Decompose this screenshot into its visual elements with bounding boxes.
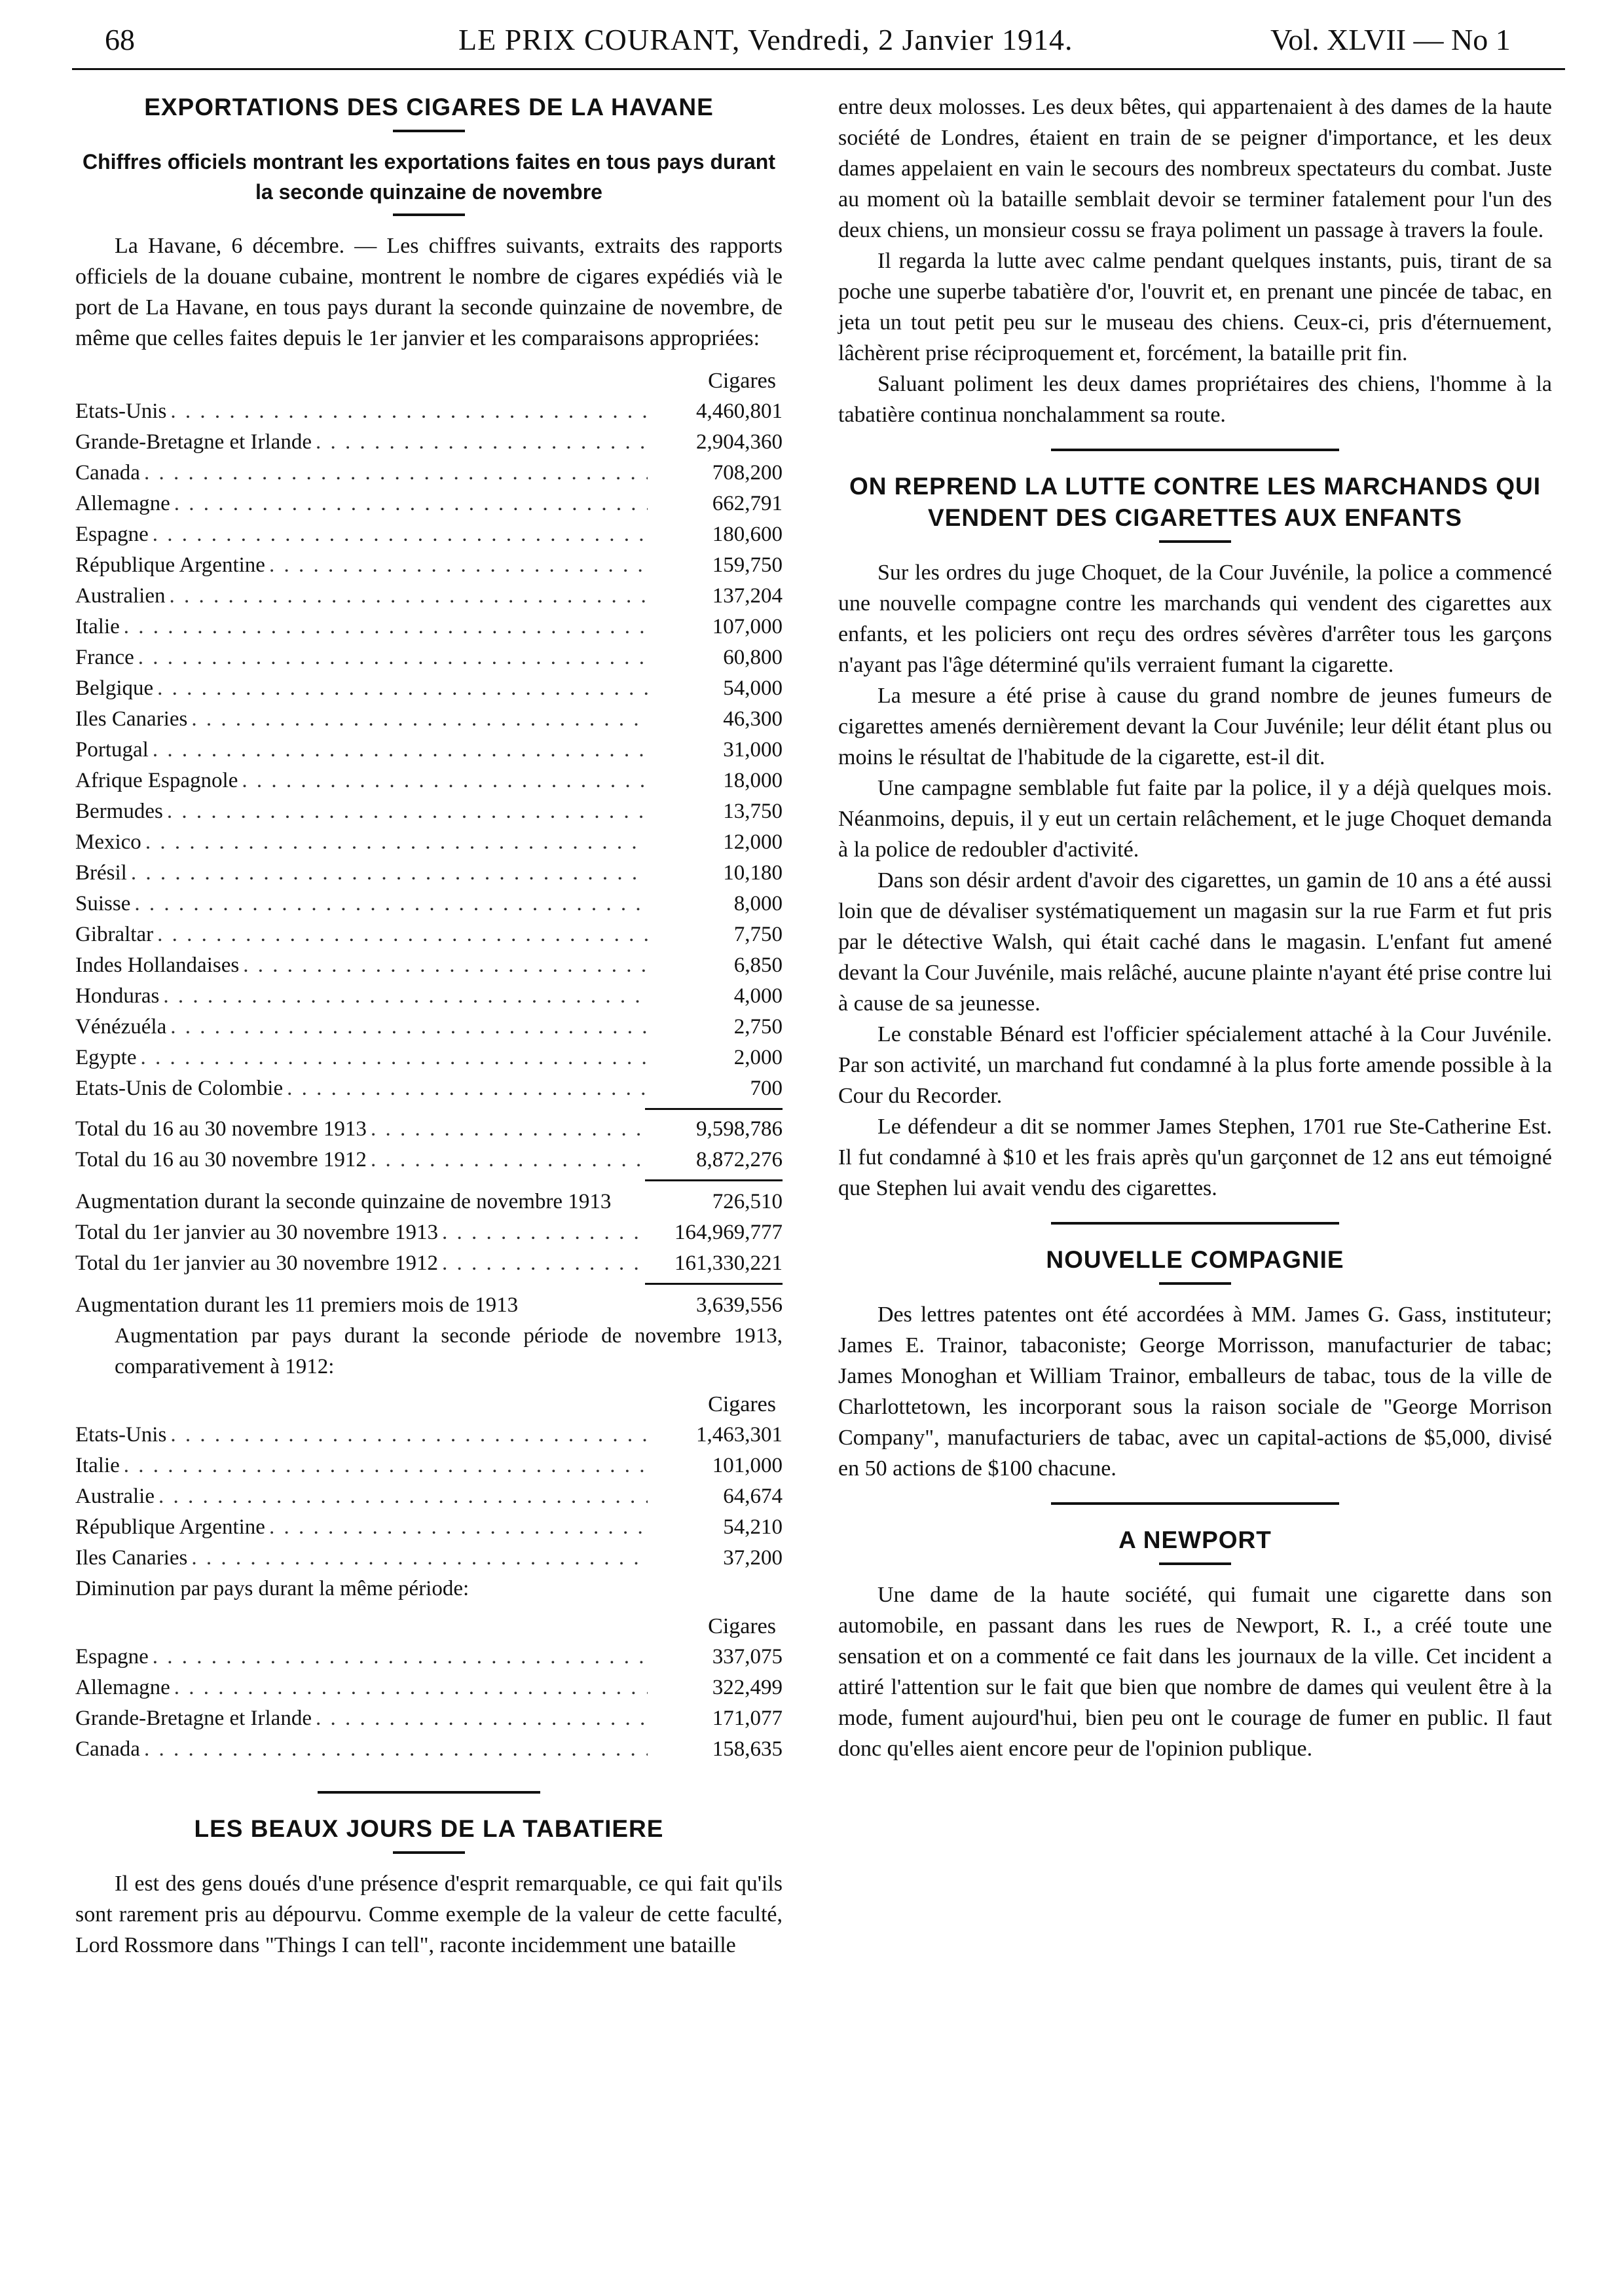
cigar-count: 31,000 bbox=[723, 738, 783, 762]
table-row bbox=[75, 1642, 783, 1672]
cigar-count: 101,000 bbox=[712, 1454, 783, 1477]
augmentation-pays-label: Augmentation par pays durant la seconde période de novembre 1913, comparativement à 1912: bbox=[115, 1324, 783, 1378]
table-row bbox=[75, 581, 783, 612]
country-name: Allemagne bbox=[75, 492, 170, 515]
right-column bbox=[838, 92, 1552, 1764]
table-row bbox=[75, 1734, 783, 1765]
article-tabatiere-paragraph: Saluant poliment les deux dames propriétaires des chiens, l'homme à la tabatière continua nonchalamment sa route. bbox=[838, 372, 1552, 427]
country-name: Italie bbox=[75, 1454, 120, 1477]
cigar-count: 137,204 bbox=[712, 584, 783, 608]
table-row bbox=[75, 427, 783, 458]
country-name: Australien bbox=[75, 584, 166, 608]
table-row bbox=[75, 766, 783, 796]
article-tabatiere-paragraph: Il regarda la lutte avec calme pendant quelques instants, puis, tirant de sa poche une superbe tabatière d'or, l'ouvrit et, en prenant une pincée de tabac, en jeta un tout petit peu sur le museau des chiens. Ceux-ci, pris d'éternuement, lâchèrent prise réciproquement et, forcément, la bataille prit fin. bbox=[838, 249, 1552, 365]
divider bbox=[1051, 1502, 1339, 1505]
article-compagnie-paragraph: Des lettres patentes ont été accordées à MM. James G. Gass, instituteur; James E. Trainor, tabaconiste; George Morrisson, manufacturier de tabac; James Monoghan et William Trainor, emballeurs de tabac, tous de la ville de Charlottetown, les incorporant sous la raison sociale de "George Morrison Company", manufacturiers de tabac, avec un capital-actions de $5,000, divisé en 50 actions de $100 chacune. bbox=[838, 1302, 1552, 1481]
cigar-count: 18,000 bbox=[723, 769, 783, 792]
country-name: Brésil bbox=[75, 861, 127, 885]
country-name: Mexico bbox=[75, 830, 141, 854]
article-cigarettes-paragraph: Une campagne semblable fut faite par la police, il y a déjà quelques mois. Néanmoins, depuis, il y eut un certain relâchement, et le juge Choquet demanda à la police de redoubler d'activité. bbox=[838, 776, 1552, 862]
cigar-count: 8,000 bbox=[733, 892, 783, 915]
country-name: Espagne bbox=[75, 523, 149, 546]
cigar-count: 37,200 bbox=[723, 1546, 783, 1570]
table-row bbox=[75, 1703, 783, 1734]
divider bbox=[1051, 449, 1339, 451]
table-row bbox=[75, 673, 783, 704]
table-row bbox=[75, 981, 783, 1012]
total-label: Total du 1er janvier au 30 novembre 1913 bbox=[75, 1221, 438, 1244]
cigar-count: 13,750 bbox=[723, 800, 783, 823]
table-row bbox=[75, 1543, 783, 1574]
table-row bbox=[75, 889, 783, 919]
table-row bbox=[75, 1481, 783, 1512]
cigar-count: 60,800 bbox=[723, 646, 783, 669]
table-row bbox=[75, 735, 783, 766]
cigar-count: 4,460,801 bbox=[696, 399, 783, 423]
total-rule bbox=[645, 1108, 783, 1110]
total-rule bbox=[645, 1283, 783, 1285]
table-row bbox=[75, 519, 783, 550]
table-row bbox=[75, 796, 783, 827]
table-row bbox=[75, 550, 783, 581]
cigar-count: 2,000 bbox=[733, 1046, 783, 1069]
header-rule bbox=[72, 68, 1565, 70]
article-cigarettes-paragraph: Le défendeur a dit se nommer James Stephen, 1701 rue Ste-Catherine Est. Il fut condamné à $10 et les frais après qu'un garçonnet de 12 ans eut témoigné que Stephen lui avait vendu des cigarettes. bbox=[838, 1115, 1552, 1200]
article-cigarettes-paragraph: La mesure a été prise à cause du grand nombre de jeunes fumeurs de cigarettes amenés dernièrement devant la Cour Juvénile; leur délit étant plus ou moins le résultat de l'habitude de la cigarette, est-il dit. bbox=[838, 684, 1552, 769]
page-number: 68 bbox=[105, 23, 135, 56]
article-newport-title: A NEWPORT bbox=[1118, 1526, 1272, 1553]
table-row bbox=[75, 1512, 783, 1543]
augmentation-row bbox=[75, 1290, 783, 1321]
divider bbox=[1051, 1222, 1339, 1225]
country-name: Honduras bbox=[75, 984, 160, 1008]
cigar-count: 7,750 bbox=[733, 923, 783, 946]
table-column-header: Cigares bbox=[708, 1392, 776, 1416]
cigar-count: 662,791 bbox=[712, 492, 783, 515]
country-name: Portugal bbox=[75, 738, 149, 762]
country-name: Australie bbox=[75, 1485, 155, 1508]
total-label: Total du 16 au 30 novembre 1912 bbox=[75, 1148, 367, 1172]
augmentation-table bbox=[75, 1420, 783, 1574]
divider bbox=[318, 1791, 540, 1794]
article-tabatiere-paragraph: entre deux molosses. Les deux bêtes, qui appartenaient à des dames de la haute société de Londres, étaient en train de se peigner d'importance, et les deux dames appelaient en vain le secours des nombreux spectateurs du combat. Juste au moment où la bataille semblait devoir se terminer fatalement pour l'un des deux chiens, un monsieur cossu se fraya poliment un passage à travers la foule. bbox=[838, 95, 1552, 242]
total-row bbox=[75, 1248, 783, 1279]
cigar-count: 708,200 bbox=[712, 461, 783, 485]
country-name: Bermudes bbox=[75, 800, 163, 823]
divider bbox=[1159, 1282, 1231, 1285]
table-row bbox=[75, 1043, 783, 1073]
article-cigarettes-paragraph: Dans son désir ardent d'avoir des cigarettes, un gamin de 10 ans a été aussi loin que de dévaliser systématiquement un magasin sur la rue Farm et fut pris par le détective Walsh, qui était caché dans le magasin. L'enfant fut amené devant la Cour Juvénile, mais relâché, aucune plainte n'ayant été prise contre lui à cause de sa jeunesse. bbox=[838, 868, 1552, 1016]
article-tabatiere-title: LES BEAUX JOURS DE LA TABATIERE bbox=[194, 1815, 664, 1842]
country-name: Vénézuéla bbox=[75, 1015, 167, 1039]
country-name: République Argentine bbox=[75, 553, 265, 577]
country-name: Grande-Bretagne et Irlande bbox=[75, 1707, 312, 1730]
article-cigares-intro: La Havane, 6 décembre. — Les chiffres suivants, extraits des rapports officiels de la douane cubaine, montrent le nombre de cigares expédiés vià le port de La Havane, en tous pays durant la seconde quinzaine de novembre, de même que celles faites depuis le 1er janvier et les comparaisons appropriées: bbox=[75, 234, 783, 350]
cigar-count: 1,463,301 bbox=[696, 1423, 783, 1447]
cigar-count: 64,674 bbox=[723, 1485, 783, 1508]
cigar-count: 322,499 bbox=[712, 1676, 783, 1699]
table-row bbox=[75, 950, 783, 981]
table-row bbox=[75, 704, 783, 735]
total-value: 8,872,276 bbox=[696, 1148, 783, 1172]
cigar-count: 700 bbox=[750, 1077, 783, 1100]
table-column-header: Cigares bbox=[708, 1614, 776, 1638]
country-name: Canada bbox=[75, 1737, 140, 1761]
table-row bbox=[75, 919, 783, 950]
diminution-table bbox=[75, 1642, 783, 1765]
article-tabatiere-paragraph: Il est des gens doués d'une présence d'esprit remarquable, ce qui fait qu'ils sont rarement pris au dépourvu. Comme exemple de la valeur de cette faculté, Lord Rossmore dans "Things I can tell", raconte incidemment une bataille bbox=[75, 1872, 783, 1957]
divider bbox=[393, 213, 465, 216]
table-row bbox=[75, 827, 783, 858]
table-row bbox=[75, 396, 783, 427]
country-name: Iles Canaries bbox=[75, 1546, 188, 1570]
country-name: Iles Canaries bbox=[75, 707, 188, 731]
cigar-count: 180,600 bbox=[712, 523, 783, 546]
cigar-count: 337,075 bbox=[712, 1645, 783, 1669]
cigar-count: 159,750 bbox=[712, 553, 783, 577]
total-label: Total du 16 au 30 novembre 1913 bbox=[75, 1117, 367, 1141]
table-row bbox=[75, 642, 783, 673]
country-name: République Argentine bbox=[75, 1515, 265, 1539]
table-column-header: Cigares bbox=[708, 369, 776, 393]
total-value: 164,969,777 bbox=[674, 1221, 783, 1244]
augmentation-value: 726,510 bbox=[712, 1190, 783, 1213]
country-name: Belgique bbox=[75, 676, 154, 700]
country-name: Afrique Espagnole bbox=[75, 769, 238, 792]
cigar-count: 10,180 bbox=[723, 861, 783, 885]
cigar-count: 4,000 bbox=[733, 984, 783, 1008]
country-name: Grande-Bretagne et Irlande bbox=[75, 430, 312, 454]
table-row bbox=[75, 612, 783, 642]
cigar-count: 107,000 bbox=[712, 615, 783, 638]
augmentation-label: Augmentation durant les 11 premiers mois de 1913 bbox=[75, 1293, 519, 1317]
table-row bbox=[75, 489, 783, 519]
divider bbox=[393, 1851, 465, 1854]
divider bbox=[1159, 1562, 1231, 1565]
augmentation-value: 3,639,556 bbox=[696, 1293, 783, 1317]
cigar-count: 54,210 bbox=[723, 1515, 783, 1539]
cigar-count: 54,000 bbox=[723, 676, 783, 700]
cigar-count: 171,077 bbox=[712, 1707, 783, 1730]
volume-number: Vol. XLVII — No 1 bbox=[1270, 23, 1511, 56]
total-value: 9,598,786 bbox=[696, 1117, 783, 1141]
country-name: France bbox=[75, 646, 134, 669]
cigar-count: 2,750 bbox=[733, 1015, 783, 1039]
table-row bbox=[75, 1420, 783, 1450]
cigar-count: 6,850 bbox=[733, 953, 783, 977]
article-cigarettes-paragraph: Sur les ordres du juge Choquet, de la Cour Juvénile, la police a commencé une nouvelle compagne contre les marchands qui vendent des cigarettes aux enfants, et les policiers ont reçu des ordres sévères d'arrêter tous les garçons n'ayant pas l'âge déterminé qu'ils verraient fumant la cigarette. bbox=[838, 561, 1552, 677]
table-row bbox=[75, 1012, 783, 1043]
country-name: Suisse bbox=[75, 892, 131, 915]
table-row bbox=[75, 1073, 783, 1104]
article-cigarettes-paragraph: Le constable Bénard est l'officier spécialement attaché à la Cour Juvénile. Par son activité, un marchand fut condamné à la plus forte amende possible à la Cour du Recorder. bbox=[838, 1022, 1552, 1108]
total-row bbox=[75, 1114, 783, 1145]
total-rule bbox=[645, 1179, 783, 1181]
table-row bbox=[75, 858, 783, 889]
total-value: 161,330,221 bbox=[674, 1251, 783, 1275]
diminution-label: Diminution par pays durant la même période: bbox=[75, 1577, 470, 1600]
article-cigares-title: EXPORTATIONS DES CIGARES DE LA HAVANE bbox=[144, 94, 714, 120]
country-name: Etats-Unis de Colombie bbox=[75, 1077, 284, 1100]
left-column bbox=[75, 92, 783, 1961]
country-name: Canada bbox=[75, 461, 140, 485]
publication-title: LE PRIX COURANT, Vendredi, 2 Janvier 1914. bbox=[458, 23, 1073, 56]
augmentation-label: Augmentation durant la seconde quinzaine de novembre 1913 bbox=[75, 1190, 612, 1213]
augmentation-row bbox=[75, 1187, 783, 1217]
exports-table bbox=[75, 396, 783, 1104]
article-compagnie-title: NOUVELLE COMPAGNIE bbox=[1046, 1246, 1344, 1273]
cigar-count: 158,635 bbox=[712, 1737, 783, 1761]
divider bbox=[1159, 540, 1231, 543]
table-row bbox=[75, 458, 783, 489]
article-cigarettes-title: ON REPREND LA LUTTE CONTRE LES MARCHANDS QUI VENDENT DES CIGARETTES AUX ENFANTS bbox=[849, 473, 1541, 531]
total-row bbox=[75, 1217, 783, 1248]
cigar-count: 46,300 bbox=[723, 707, 783, 731]
country-name: Indes Hollandaises bbox=[75, 953, 240, 977]
table-row bbox=[75, 1450, 783, 1481]
cigar-count: 12,000 bbox=[723, 830, 783, 854]
total-row bbox=[75, 1145, 783, 1175]
country-name: Etats-Unis bbox=[75, 399, 167, 423]
table-row bbox=[75, 1672, 783, 1703]
divider bbox=[393, 130, 465, 132]
country-name: Etats-Unis bbox=[75, 1423, 167, 1447]
country-name: Egypte bbox=[75, 1046, 137, 1069]
country-name: Italie bbox=[75, 615, 120, 638]
country-name: Gibraltar bbox=[75, 923, 154, 946]
cigar-count: 2,904,360 bbox=[696, 430, 783, 454]
country-name: Espagne bbox=[75, 1645, 149, 1669]
article-newport-paragraph: Une dame de la haute société, qui fumait une cigarette dans son automobile, en passant dans les rues de Newport, R. I., a créé toute une sensation et on a commenté ce fait dans les journaux de la ville. Cet incident a attiré l'attention sur le fait que bien que nombre de dames qui veulent être à la mode, fument aujourd'hui, bien peu ont le courage de fumer en public. Il faut donc qu'elles aient encore peur de l'opinion publique. bbox=[838, 1583, 1552, 1761]
country-name: Allemagne bbox=[75, 1676, 170, 1699]
article-cigares-subtitle: Chiffres officiels montrant les exportations faites en tous pays durant la seconde quinzaine de novembre bbox=[83, 150, 775, 204]
total-label: Total du 1er janvier au 30 novembre 1912 bbox=[75, 1251, 438, 1275]
